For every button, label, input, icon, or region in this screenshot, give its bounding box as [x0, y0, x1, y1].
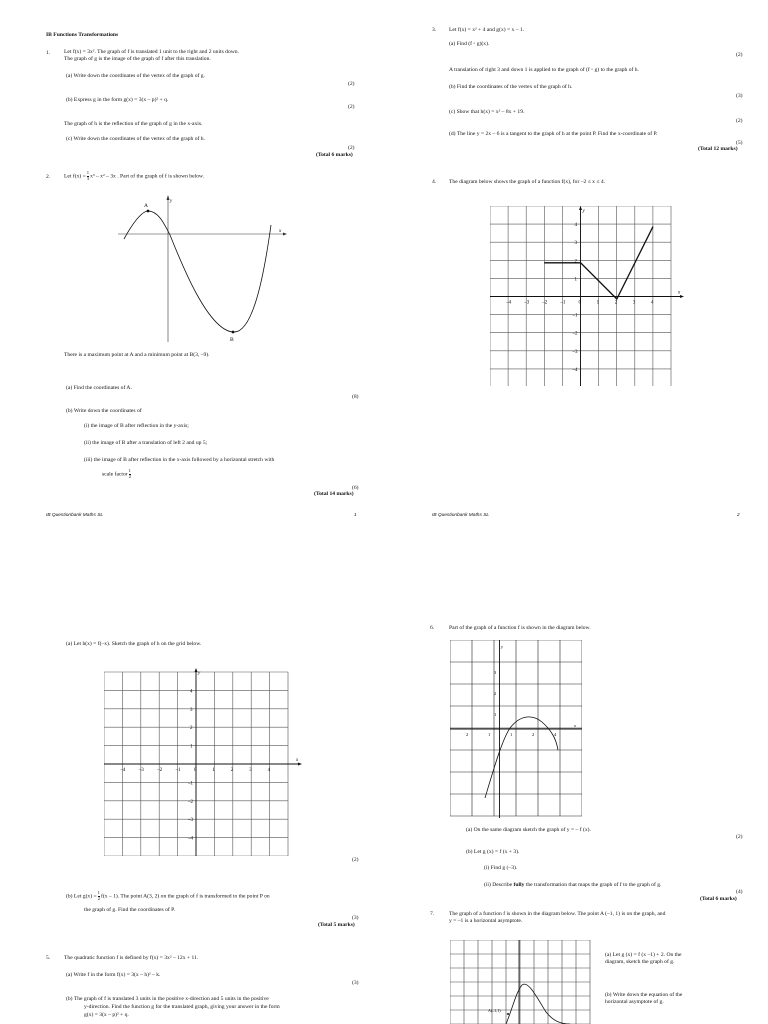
q5-number: 5.	[46, 955, 51, 961]
q4-grid-graph	[490, 206, 684, 386]
q6bii	[484, 882, 661, 889]
q7-curve	[506, 984, 570, 1024]
q4-stem: The diagram below shows the graph of a function f(x), for –2 ≤ x ≤ 4.	[449, 179, 606, 185]
q6-label-y: y	[501, 644, 503, 649]
q7-stem-2: y = –1 is a horizontal asymptote.	[449, 918, 523, 924]
q2-label-A: A	[144, 203, 148, 209]
q6-tick-x-neg1: 1	[488, 732, 491, 737]
tick-label-y: –2	[188, 799, 193, 805]
q6bii-pre: (ii) Describe	[484, 882, 513, 888]
tick-label-x: 0	[194, 768, 197, 773]
q2-label-x: x	[279, 229, 282, 234]
q6a-marks: (2)	[736, 834, 743, 840]
tick-label-x: –2	[542, 300, 548, 306]
q5-stem: The quadratic function f is defined by f(x) = 3x² – 12x + 11.	[64, 955, 199, 961]
q4a-tick-labels	[119, 671, 299, 842]
tick-label-x: –4	[120, 768, 126, 773]
tick-label-y: 2	[574, 259, 577, 265]
q1-stem: Let f(x) = 3x². The graph of f is translated 1 unit to the right and 2 units down.	[64, 49, 239, 55]
q2a: (a) Find the coordinates of A.	[66, 385, 132, 391]
tick-label-y: 1	[190, 744, 193, 750]
q5b-line-3: g(x) = 3(x – p)² + q.	[84, 1012, 129, 1018]
tick-label-x: 2	[614, 300, 618, 306]
q3a: (a) Find (f ◦ g)(x).	[449, 41, 490, 47]
q6b: (b) Let g (x) = f (x + 3).	[466, 849, 520, 855]
q6-tick-x-2: 2	[532, 732, 535, 737]
q7-grid-lines	[450, 940, 590, 1024]
q4b-post: f(x – 1). The point A(3, 2) on the graph of f is transformed to the point P on	[100, 893, 270, 900]
tick-label-y: 1	[574, 277, 577, 283]
q2-number: 2.	[46, 174, 51, 180]
q7-label-A: A(–1,1)	[488, 1008, 501, 1013]
tick-label-x: –1	[560, 300, 566, 306]
tick-label-y: 3	[574, 241, 577, 247]
q7a: (a) Let g (x) = f (x –1) + 2. On the	[605, 952, 682, 958]
q6-tick-x-4: 4	[554, 732, 557, 737]
q3-number: 3.	[432, 27, 437, 33]
q5b: (b) The graph of f is translated 3 units in the positive x-direction and 5 units in the positive	[66, 996, 269, 1002]
tick-label-y: –3	[188, 818, 193, 824]
q7b: (b) Write down the equation of the	[605, 992, 683, 998]
q2bii: (ii) the image of B after a translation of left 2 and up 5;	[84, 440, 208, 446]
q1b: (b) Express g in the form g(x) = 3(x – p)² + q.	[66, 97, 169, 103]
q6-stem: Part of the graph of a function f is shown in the diagram below.	[449, 625, 591, 631]
q2-fraction	[87, 171, 89, 182]
q4a-axes	[104, 668, 302, 856]
q7-stem: The graph of a function f is shown in the diagram below. The point A (–1, 1) is on the graph, and	[449, 911, 666, 917]
q2bi: (i) the image of B after reflection in the y-axis;	[84, 423, 189, 429]
tick-label-y: –2	[572, 331, 578, 337]
q2-description: There is a maximum point at A and a minimum point at B(3, –9).	[64, 352, 210, 358]
q6-grid-graph	[450, 640, 582, 818]
q3a-marks: (2)	[736, 52, 743, 58]
tick-label-y: 4	[190, 689, 193, 695]
axis-label-y: y	[582, 209, 585, 214]
q2-total: (Total 14 marks)	[314, 491, 354, 497]
q4-tick-labels	[505, 209, 681, 373]
axis-label-x: x	[296, 758, 299, 763]
q2-stem	[64, 171, 204, 183]
q5a-marks: (3)	[352, 980, 359, 986]
tick-label-y: –1	[188, 781, 193, 787]
q2-stem-pre: Let f(x) =	[64, 173, 86, 180]
footer-page-1: 1	[354, 513, 357, 518]
q6bi: (i) Find g (–3).	[484, 865, 518, 871]
q2-frac-den: 3	[86, 175, 90, 181]
q3b: (b) Find the coordinates of the vertex of the graph of h.	[449, 84, 573, 90]
q4a-blank-grid	[104, 668, 302, 856]
tick-label-y: –1	[572, 313, 578, 319]
q1b-marks: (2)	[348, 104, 355, 110]
q6bii-post: the transformation that maps the graph of f to the graph of g.	[525, 882, 662, 888]
tick-label-y: 4	[574, 223, 577, 229]
q6-tick-y-2: 2	[494, 691, 497, 696]
q2-stem-post: x³ – x² – 3x . Part of the graph of f is shown below.	[90, 173, 205, 180]
tick-label-y: –4	[572, 367, 578, 373]
q4b-marks: (3)	[352, 915, 359, 921]
q1-stem-2: The graph of g is the image of the graph of f after this translation.	[64, 56, 211, 62]
q3-mid-text: A translation of right 3 and down 1 is applied to the graph of (f ◦ g) to the graph of h.	[449, 67, 639, 73]
q3d-marks: (5)	[736, 140, 743, 146]
tick-label-x: –1	[175, 768, 181, 773]
q2-frac-num: 1	[86, 170, 90, 175]
q6a: (a) On the same diagram sketch the graph of y = – f (x).	[466, 827, 591, 833]
tick-label-x: 1	[596, 300, 600, 306]
q2-x-arrow	[283, 233, 287, 236]
q1c-marks: (2)	[348, 145, 355, 151]
q6-tick-x-1: 1	[510, 732, 513, 737]
tick-label-x: –3	[524, 300, 530, 306]
q2-curve	[124, 211, 271, 332]
q5a: (a) Write f in the form f(x) = 3(x – h)² – k.	[66, 972, 161, 978]
tick-label-x: 3	[632, 300, 636, 306]
q7-point-A	[507, 1013, 509, 1015]
q2-point-B	[232, 331, 235, 334]
q6b-marks: (4)	[736, 889, 743, 895]
q6-tick-x-neg2: 2	[466, 732, 469, 737]
q4-axes	[490, 206, 684, 386]
tick-label-y: –3	[572, 349, 578, 355]
tick-label-x: 0	[578, 300, 581, 306]
q1-number: 1.	[46, 50, 51, 56]
q3-total: (Total 12 marks)	[698, 146, 738, 152]
footer-left-2: IB Questionbank Maths SL	[432, 513, 490, 518]
tick-label-y: 2	[190, 726, 193, 732]
q3b-marks: (3)	[736, 93, 743, 99]
q7a-line-2: diagram, sketch the graph of g.	[605, 959, 675, 965]
q2biii-scale-label: scale factor	[102, 471, 128, 478]
q6-total: (Total 6 marks)	[700, 896, 737, 902]
q3c-marks: (2)	[736, 118, 743, 124]
x-axis-arrow	[298, 763, 302, 766]
q1-mid-text: The graph of h is the reflection of the graph of g in the x-axis.	[64, 121, 203, 127]
q4-total: (Total 5 marks)	[318, 922, 355, 928]
q4b-frac-num: 1	[97, 890, 100, 895]
q5b-line-2: y-direction. Find the function g for the translated graph, giving your answer in the form	[84, 1004, 280, 1010]
q4b-line-2: the graph of g. Find the coordinates of P.	[84, 907, 176, 913]
footer-page-2: 2	[737, 513, 740, 518]
q6-tick-y-3: 3	[494, 670, 497, 675]
q7-number: 7.	[430, 911, 435, 917]
tick-label-x: 4	[650, 300, 654, 306]
q1a-marks: (2)	[348, 81, 355, 87]
q4b-pre: (b) Let g(x) =	[66, 893, 97, 900]
q3d: (d) The line y = 2x – 6 is a tangent to the graph of h at the point P. Find the x-coordinate of P.	[449, 131, 658, 137]
tick-label-x: –3	[138, 768, 144, 773]
q6-label-x: x	[574, 723, 576, 728]
q2a-marks: (8)	[352, 394, 359, 400]
q2biii-frac-num: 1	[128, 468, 131, 473]
tick-label-x: –4	[506, 300, 512, 306]
q1a: (a) Write down the coordinates of the vertex of the graph of g.	[66, 73, 205, 79]
q1-total: (Total 6 marks)	[316, 152, 353, 158]
q4b	[66, 891, 270, 903]
q6-grid-lines	[450, 640, 582, 816]
tick-label-x: –2	[157, 768, 163, 773]
axis-label-y: y	[198, 671, 201, 676]
q4-number: 4.	[432, 179, 437, 185]
q1c: (c) Write down the coordinates of the vertex of the graph of h.	[66, 136, 205, 142]
tick-label-y: 3	[190, 707, 193, 713]
q3c: (c) Show that h(x) = x² – 8x + 19.	[449, 109, 525, 115]
q2biii-frac-den: 2	[128, 473, 131, 479]
q2b: (b) Write down the coordinates of	[66, 408, 142, 414]
page-title: IB Functions Transformations	[46, 32, 119, 38]
q2biii: (iii) the image of B after reflection in the x-axis followed by a horizontal stretch with	[84, 457, 275, 463]
q4a: (a) Let h(x) = f(–x). Sketch the graph of h on the grid below.	[66, 641, 202, 647]
tick-label-x: 2	[230, 768, 234, 773]
q3-stem: Let f(x) = x² + 4 and g(x) = x – 1.	[449, 27, 525, 33]
q4b-frac-den: 2	[97, 895, 100, 901]
tick-label-x: 3	[249, 768, 252, 773]
axis-label-x: x	[678, 290, 681, 296]
q6-number: 6.	[430, 625, 435, 631]
q2b-marks: (6)	[352, 485, 359, 491]
tick-label-x: 1	[212, 768, 215, 773]
q4a-marks: (2)	[352, 857, 359, 863]
q4b-fraction	[98, 891, 100, 902]
q6bii-bold: fully	[513, 882, 525, 888]
q7-grid-graph	[450, 940, 598, 1024]
q2biii-fraction	[129, 469, 131, 480]
q2-label-B: B	[230, 337, 234, 343]
q2biii-scale	[102, 469, 132, 481]
tick-label-y: –4	[188, 836, 193, 842]
q2-point-A	[147, 210, 150, 213]
footer-left-1: IB Questionbank Maths SL	[46, 513, 104, 518]
q2-cubic-graph	[118, 195, 288, 343]
q2-label-y: y	[170, 199, 173, 204]
tick-label-x: 4	[267, 768, 271, 773]
x-axis-arrow	[680, 295, 684, 298]
q6-tick-y-1: 1	[494, 712, 497, 717]
q7b-line-2: horizontal asymptote of g.	[605, 999, 664, 1005]
